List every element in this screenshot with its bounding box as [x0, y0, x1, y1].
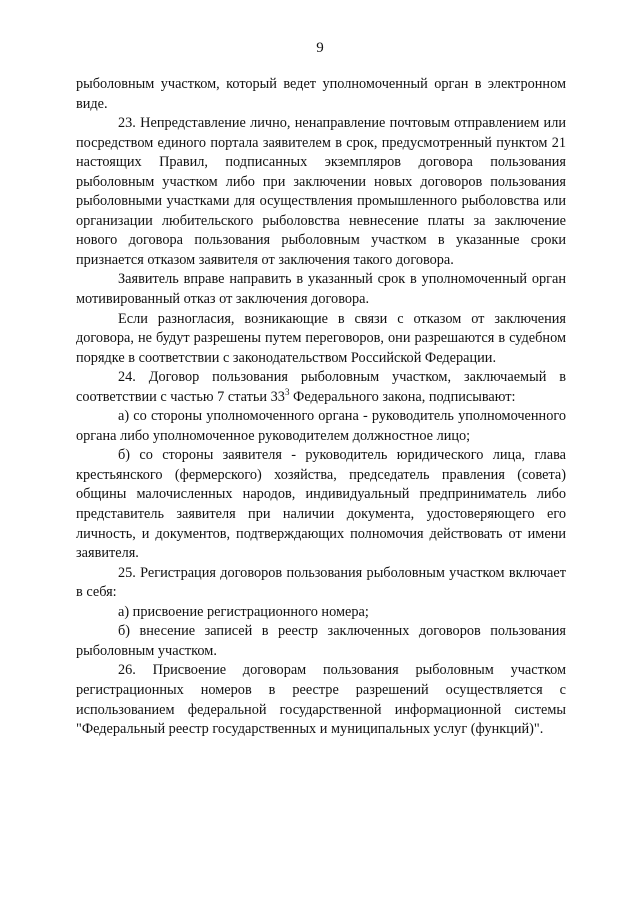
- paragraph-26: 26. Присвоение договорам пользования рыболовным участком регистрационных номеров в реестре разрешений осуществляется с использованием федеральной государственной информационной системы "Федеральный реестр государственных и муниципальных услуг (функций)".: [76, 662, 566, 738]
- paragraph-25: 25. Регистрация договоров пользования рыболовным участком включает в себя:: [76, 564, 566, 601]
- paragraph-24: [76, 368, 566, 407]
- article-superscript: 3: [284, 386, 290, 397]
- paragraph-25-b: б) внесение записей в реестр заключенных договоров пользования рыболовным участком.: [76, 623, 566, 659]
- paragraph-24-text: 24. Договор пользования рыболовным участком, заключаемый в соответствии с частью 7 статьи 33: [76, 369, 566, 405]
- paragraph-24-a: а) со стороны уполномоченного органа - руководитель уполномоченного органа либо уполномоченное руководителем должностное лицо;: [76, 408, 566, 444]
- page-number: 9: [316, 40, 324, 56]
- paragraph-24-b: б) со стороны заявителя - руководитель юридического лица, глава крестьянского (фермерского) хозяйства, председатель правления (совета) общины малочисленных народов, индивидуальный предприниматель либо представитель заявителя при наличии документа, удостоверяющего его личность, и документов, подтверждающих полномочия действовать от имени заявителя.: [76, 447, 566, 562]
- paragraph-continuation: рыболовным участком, который ведет уполномоченный орган в электронном виде.: [76, 76, 566, 112]
- paragraph-23: 23. Непредставление лично, ненаправление почтовым отправлением или посредством единого портала заявителем в срок, предусмотренный пунктом 21 настоящих Правил, подписанных экземпляров договора пользования рыболовным участком либо при заключении новых договоров пользования рыболовными участками для осуществления промышленного рыболовства или организации любительского рыболовства невнесение платы за заключение нового договора пользования рыболовным участком в указанные сроки признается отказом заявителя от заключения такого договора.: [76, 115, 566, 268]
- paragraph-refusal-right: Заявитель вправе направить в указанный срок в уполномоченный орган мотивированный отказ от заключения договора.: [76, 271, 566, 308]
- paragraph-24-text-end: Федерального закона, подписывают:: [289, 388, 516, 405]
- paragraph-disputes: Если разногласия, возникающие в связи с отказом от заключения договора, не будут разрешены путем переговоров, они разрешаются в судебном порядке в соответствии с законодательством Российской Федерации.: [76, 310, 566, 366]
- paragraph-25-a: а) присвоение регистрационного номера;: [118, 603, 369, 620]
- document-body: [76, 75, 566, 740]
